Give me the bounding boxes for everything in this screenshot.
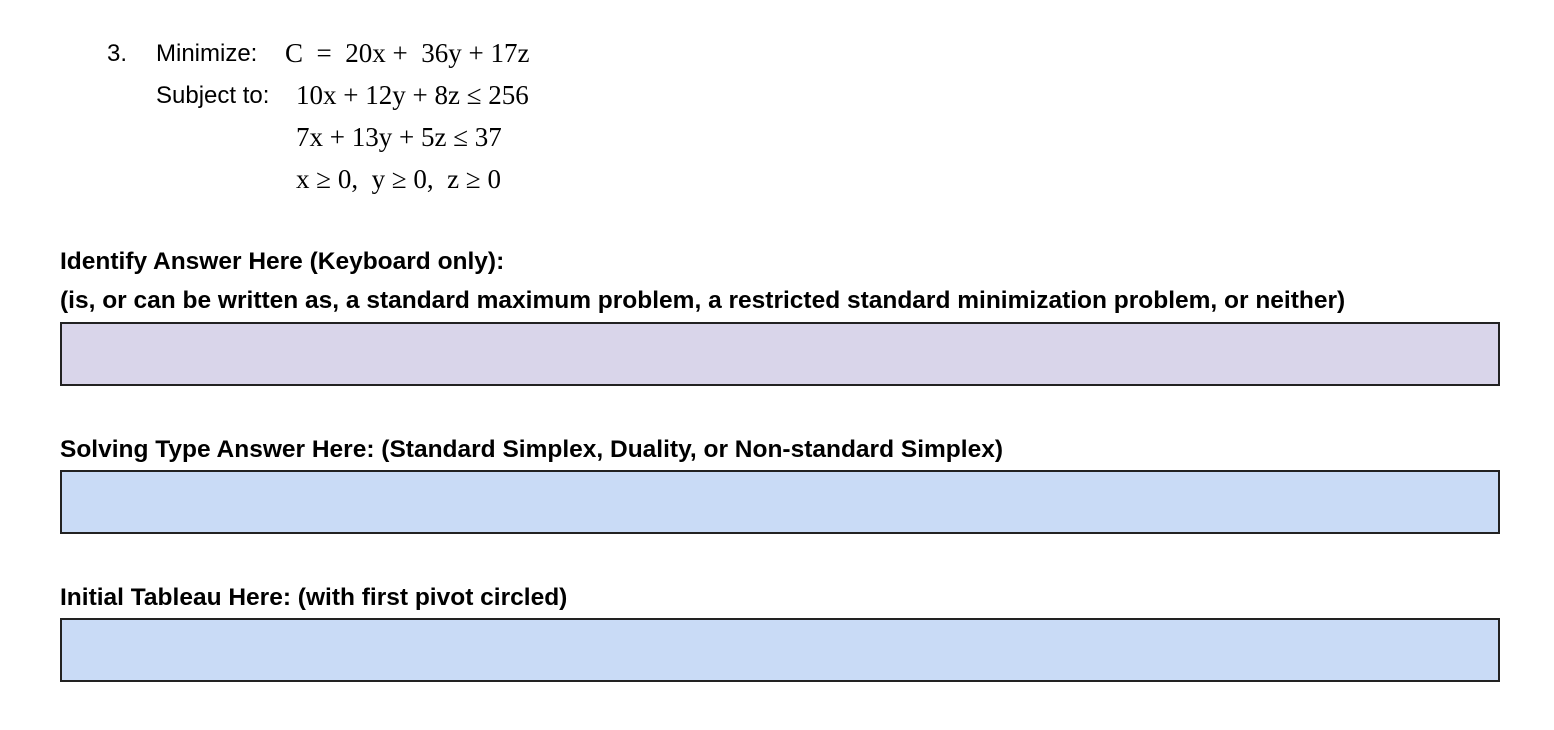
nonnegativity-constraint: x ≥ 0, y ≥ 0, z ≥ 0: [296, 164, 501, 194]
solving-type-label: Solving Type Answer Here: (Standard Simplex, Duality, or Non-standard Simplex): [60, 436, 1003, 463]
solving-type-answer-field[interactable]: [60, 470, 1500, 534]
subject-to-label: Subject to:: [156, 82, 270, 109]
problem-statement: [107, 36, 807, 216]
initial-tableau-answer-field[interactable]: [60, 618, 1500, 682]
initial-tableau-label: Initial Tableau Here: (with first pivot circled): [60, 584, 568, 611]
identify-answer-field[interactable]: [60, 322, 1500, 386]
identify-answer-hint: (is, or can be written as, a standard maximum problem, a restricted standard minimization problem, or neither): [60, 287, 1346, 314]
minimize-label: Minimize:: [156, 40, 258, 67]
identify-answer-label: Identify Answer Here (Keyboard only):: [60, 248, 505, 275]
constraint-1: 10x + 12y + 8z ≤ 256: [296, 80, 529, 110]
constraint-2: 7x + 13y + 5z ≤ 37: [296, 122, 502, 152]
objective-function: C = 20x + 36y + 17z: [285, 38, 530, 68]
problem-number: 3.: [107, 40, 128, 67]
